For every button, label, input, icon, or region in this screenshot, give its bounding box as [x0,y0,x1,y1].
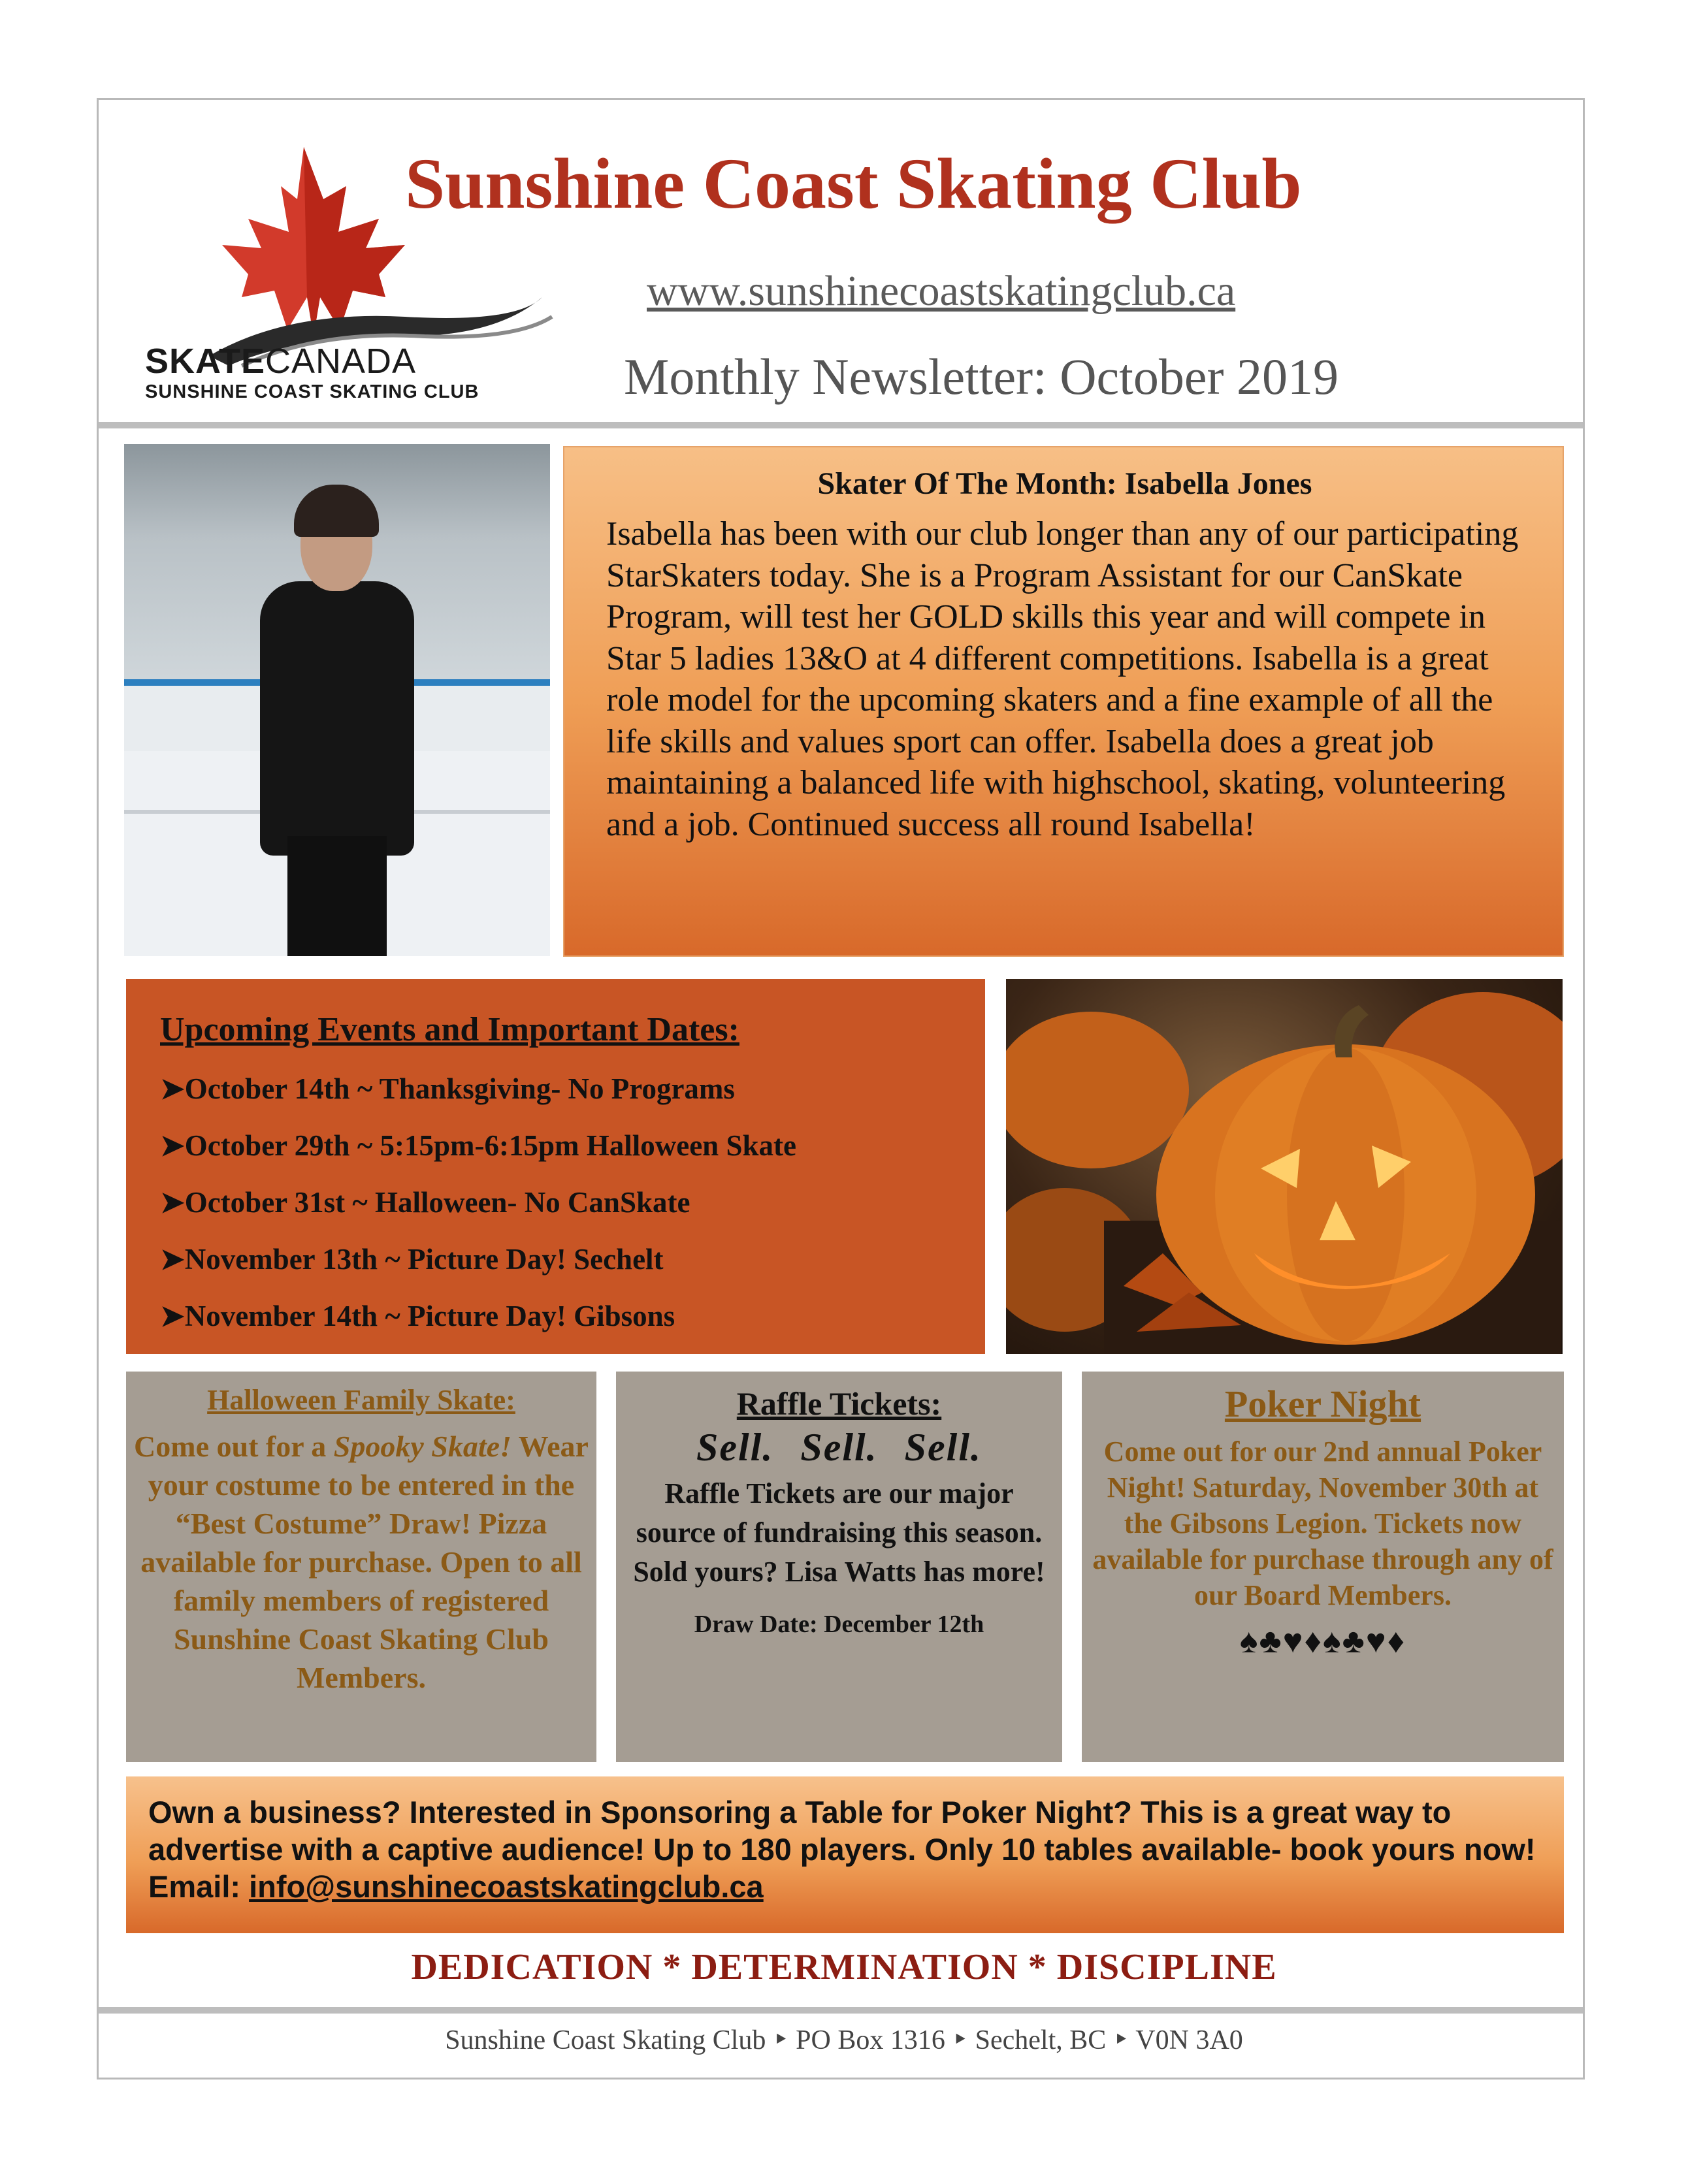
event-item: ➤October 31st ~ Halloween- No CanSkate [160,1186,690,1219]
upcoming-events-panel [126,979,985,1354]
website-link[interactable]: www.sunshinecoastskatingclub.ca [647,267,1236,315]
sponsor-email-link[interactable]: info@sunshinecoastskatingclub.ca [249,1869,764,1904]
halloween-title: Halloween Family Skate: [207,1384,515,1416]
skater-of-month-panel [563,446,1564,957]
halloween-text: Come out for a Spooky Skate! Wear your costume to be entered in the “Best Costume” Draw! Pizza available for purchase. Open to all family members of registered Sunshine Coast Skating Club Members. [134,1430,589,1694]
footer-address: Sunshine Coast Skating Club ‣ PO Box 1316 ‣ Sechelt, BC ‣ V0N 3A0 [445,2025,1243,2055]
header-divider [99,422,1583,428]
poker-text: Come out for our 2nd annual Poker Night! Saturday, November 30th at the Gibsons Legion. Tickets now available for purchase through any of our Board Members. [1092,1436,1553,1611]
raffle-sell: Sell. Sell. Sell. [696,1426,982,1469]
poker-night-panel [1082,1372,1564,1762]
poker-title: Poker Night [1224,1383,1421,1425]
card-suits-icon: ♠♣♥♦♠♣♥♦ [1239,1623,1406,1660]
club-motto: DEDICATION * DETERMINATION * DISCIPLINE [411,1947,1277,1987]
footer-divider [99,2007,1583,2014]
event-item: ➤November 13th ~ Picture Day! Sechelt [160,1243,664,1276]
raffle-draw-date: Draw Date: December 12th [694,1611,984,1638]
halloween-skate-panel [126,1372,596,1762]
raffle-tickets-panel [616,1372,1062,1762]
event-item: ➤November 14th ~ Picture Day! Gibsons [160,1300,675,1332]
raffle-text: Raffle Tickets are our major source of fundraising this season. Sold yours? Lisa Watts has more! [633,1477,1045,1588]
event-item: ➤October 14th ~ Thanksgiving- No Programs [160,1072,735,1105]
events-heading: Upcoming Events and Important Dates: [160,1011,739,1048]
events-list [160,1061,985,1345]
logo-subtitle: SUNSHINE COAST SKATING CLUB [145,381,479,402]
skater-of-month-text: Isabella has been with our club longer than any of our participating StarSkaters today. She is a Program Assistant for our CanSkate Program, will test her GOLD skills this year and will compete in Star 5 ladies 13&O at 4 different competitions. Isabella is a great role model for the upcoming skaters and a fine example of all the life skills and values sport can offer. Isabella does a great job maintaining a balanced life with highschool, skating, volunteering and a job. Continued success all round Isabella! [606,515,1519,843]
skater-of-month-heading: Skater Of The Month: Isabella Jones [817,466,1312,501]
maple-leaf-icon [222,147,405,336]
logo-brand: SKATECANADA [145,342,417,381]
sponsor-panel [126,1776,1564,1933]
sponsor-text: Own a business? Interested in Sponsoring a Table for Poker Night? This is a great way to advertise with a captive audience! Up to 180 players. Only 10 tables available- book yours now! Email: info@sunshinecoastskatingclub.ca [148,1795,1536,1904]
skater-photo [124,444,550,956]
raffle-title: Raffle Tickets: [736,1385,942,1422]
jack-o-lantern-photo [1006,979,1563,1354]
newsletter-subtitle: Monthly Newsletter: October 2019 [624,348,1339,405]
club-title: Sunshine Coast Skating Club [405,144,1302,223]
event-item: ➤October 29th ~ 5:15pm-6:15pm Halloween Skate [160,1129,796,1162]
